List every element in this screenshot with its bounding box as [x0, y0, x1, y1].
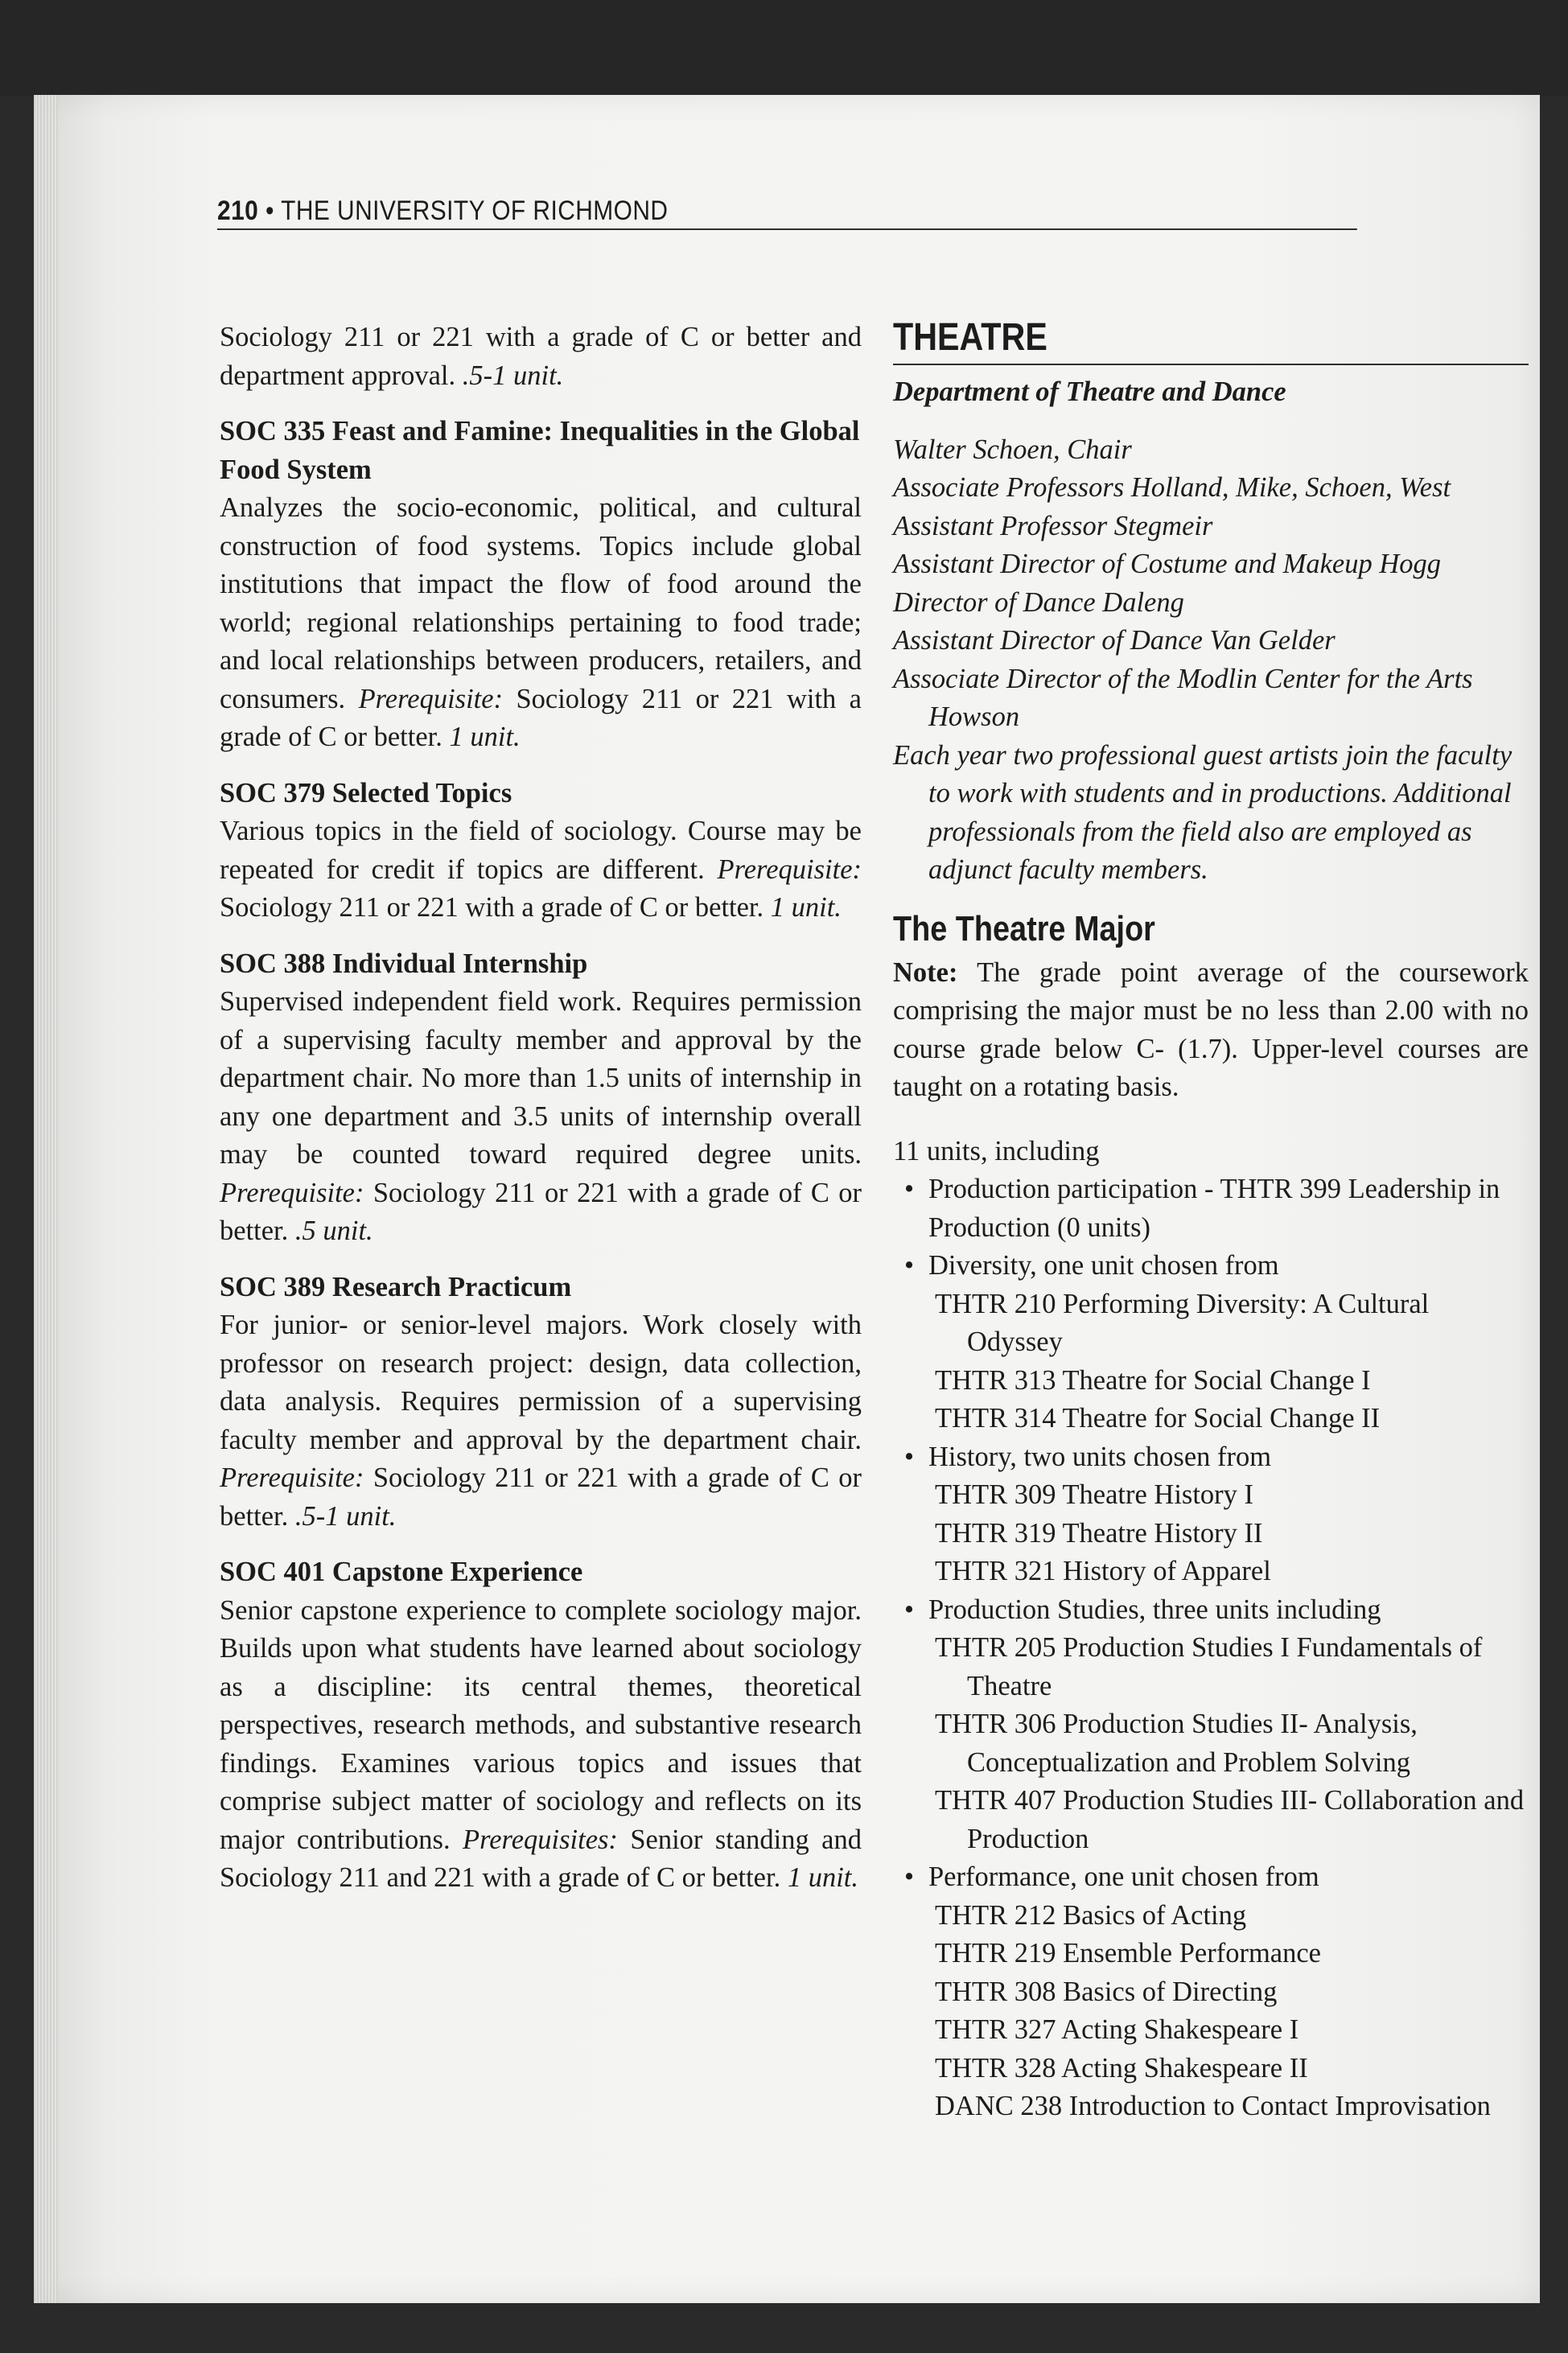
- prereq-label: Prerequisites:: [463, 1824, 618, 1855]
- course-soc-401: [220, 1553, 862, 1898]
- bullet-icon: •: [904, 1861, 915, 1892]
- course-description: [220, 983, 862, 1251]
- prereq-label: Prerequisite:: [220, 1177, 364, 1208]
- course-credit: .5 unit.: [294, 1216, 373, 1246]
- course-option: THTR 308 Basics of Directing: [935, 1976, 1278, 2007]
- prereq-label: Prerequisite:: [717, 854, 862, 885]
- course-soc-388: [220, 945, 862, 1251]
- course-option: DANC 238 Introduction to Contact Improvisation: [935, 2091, 1491, 2121]
- course-soc-379: [220, 775, 862, 928]
- course-desc-body: Supervised independent field work. Requires permission of a supervising faculty member and approval by the department chair. No more than 1.5 units of internship in any one department and 3.5 units of internship overall may be counted toward required degree units.: [220, 986, 862, 1170]
- requirement-history: [893, 1438, 1529, 1591]
- course-option: THTR 407 Production Studies III- Collaboration and Production: [935, 1785, 1525, 1854]
- left-column: [220, 319, 862, 1898]
- running-header: [217, 193, 1357, 230]
- course-desc-body: Senior capstone experience to complete sociology major. Builds upon what students have learned about sociology as a discipline: its central themes, theoretical perspectives, research methods, and substantive research findings. Examines various topics and issues that comprise subject matter of sociology and reflects on its major contributions.: [220, 1594, 862, 1855]
- course-option: THTR 319 Theatre History II: [935, 1517, 1263, 1549]
- course-desc-body: For junior- or senior-level majors. Work closely with professor on research project: design, data collection, data analysis. Requires permission of a supervising faculty member and approval by the department chair.: [220, 1310, 862, 1455]
- prereq-label: Prerequisite:: [358, 683, 504, 714]
- requirement-text: Production Studies, three units including: [928, 1594, 1381, 1625]
- department-name: Department of Theatre and Dance: [893, 376, 1286, 407]
- faculty-line: Associate Professors Holland, Mike, Schoen, West: [893, 472, 1451, 503]
- intro-text: [220, 319, 862, 395]
- prereq-text: Sociology 211 or 221 with a grade of C or better.: [220, 683, 862, 752]
- major-note: [893, 954, 1529, 1107]
- course-soc-389: [220, 1269, 862, 1536]
- faculty-line: Assistant Professor Stegmeir: [893, 510, 1213, 541]
- prereq-text: Sociology 211 or 221 with a grade of C or better.: [220, 892, 771, 923]
- prereq-text: Sociology 211 or 221 with a grade of C or better.: [220, 1177, 862, 1246]
- note-label: Note:: [893, 956, 958, 988]
- course-title: SOC 335 Feast and Famine: Inequalities in the Global Food System: [220, 416, 860, 485]
- course-title: SOC 401 Capstone Experience: [220, 1557, 583, 1587]
- course-desc-body: Various topics in the field of sociology. Course may be repeated for credit if topics are different.: [220, 816, 862, 885]
- prereq-text: Senior standing and Sociology 211 and 221 with a grade of C or better.: [220, 1824, 862, 1893]
- intro-body: Sociology 211 or 221 with a grade of C or better and department approval.: [220, 322, 862, 391]
- requirement-label: [893, 1858, 1529, 1897]
- course-title: SOC 388 Individual Internship: [220, 948, 588, 979]
- course-option: THTR 210 Performing Diversity: A Cultural Odyssey: [935, 1288, 1430, 1357]
- course-desc-body: Analyzes the socio-economic, political, and cultural construction of food systems. Topics include global institutions that impact the flow of food around the world; regional relationships pertaining to food trade; and local relationships between producers, retailers, and consumers.: [220, 492, 862, 714]
- faculty-line: Associate Director of the Modlin Center for the Arts Howson: [893, 663, 1473, 732]
- course-description: [220, 1592, 862, 1898]
- major-title: The Theatre Major: [893, 908, 1155, 948]
- faculty-line: Walter Schoen, Chair: [893, 434, 1132, 465]
- bullet-icon: •: [904, 1250, 915, 1281]
- requirement-text: Production participation - THTR 399 Leadership in Production (0 units): [928, 1174, 1500, 1243]
- bullet-icon: •: [904, 1441, 915, 1472]
- intro-credit: .5-1 unit.: [462, 360, 564, 391]
- requirement-text: Performance, one unit chosen from: [928, 1861, 1319, 1892]
- course-option: THTR 328 Acting Shakespeare II: [935, 2052, 1308, 2084]
- course-credit: .5-1 unit.: [294, 1500, 397, 1532]
- faculty-line: Assistant Director of Costume and Makeup Hogg: [893, 549, 1442, 579]
- requirement-label: [893, 1170, 1529, 1247]
- requirement-text: Diversity, one unit chosen from: [928, 1250, 1279, 1281]
- course-option: THTR 212 Basics of Acting: [935, 1899, 1247, 1931]
- requirement-label: [893, 1438, 1529, 1477]
- course-option: THTR 205 Production Studies I Fundamentals of Theatre: [935, 1632, 1483, 1701]
- header-title: THE UNIVERSITY OF RICHMOND: [281, 195, 669, 226]
- note-text: The grade point average of the coursework comprising the major must be no less than 2.00 with no course grade below C- (1.7). Upper-level courses are taught on a rotating basis.: [893, 956, 1529, 1102]
- bullet-icon: •: [904, 1594, 915, 1625]
- course-title: SOC 379 Selected Topics: [220, 777, 512, 808]
- bullet-icon: •: [904, 1174, 915, 1204]
- course-soc-335: [220, 413, 862, 757]
- faculty-line: Assistant Director of Dance Van Gelder: [893, 625, 1335, 656]
- prereq-text: Sociology 211 or 221 with a grade of C or better.: [220, 1462, 862, 1532]
- course-description: [220, 489, 862, 757]
- course-option: THTR 327 Acting Shakespeare I: [935, 2014, 1299, 2045]
- requirement-production-studies: [893, 1591, 1529, 1859]
- section-header: [893, 315, 1529, 365]
- header-bullet: •: [265, 195, 274, 226]
- requirement-label: [893, 1247, 1529, 1286]
- course-option: THTR 321 History of Apparel: [935, 1556, 1271, 1586]
- section-title: THEATRE: [893, 316, 1047, 359]
- page-edge: [34, 95, 58, 2303]
- course-credit: 1 unit.: [770, 892, 842, 923]
- course-credit: 1 unit.: [787, 1862, 859, 1893]
- course-title: SOC 389 Research Practicum: [220, 1271, 572, 1302]
- course-credit: 1 unit.: [449, 722, 521, 752]
- units-intro: 11 units, including: [893, 1135, 1100, 1166]
- requirement-diversity: [893, 1247, 1529, 1438]
- requirement-label: [893, 1591, 1529, 1630]
- background-top: [0, 0, 1568, 97]
- course-option: THTR 314 Theatre for Social Change II: [935, 1403, 1381, 1434]
- requirement-production: [893, 1170, 1529, 1247]
- course-option: THTR 309 Theatre History I: [935, 1479, 1254, 1510]
- course-option: THTR 306 Production Studies II- Analysis, Conceptualization and Problem Solving: [935, 1709, 1418, 1778]
- course-description: [220, 1306, 862, 1536]
- page-number: 210: [217, 195, 259, 226]
- course-option: THTR 219 Ensemble Performance: [935, 1938, 1321, 1968]
- course-description: [220, 812, 862, 928]
- right-column: [893, 315, 1529, 2126]
- faculty-list: [893, 431, 1529, 890]
- requirement-text: History, two units chosen from: [928, 1441, 1272, 1472]
- prereq-label: Prerequisite:: [220, 1462, 364, 1493]
- faculty-line: Each year two professional guest artists join the faculty to work with students and in productions. Additional professionals from the field also are employed as adjunct faculty members.: [893, 739, 1512, 885]
- faculty-line: Director of Dance Daleng: [893, 586, 1184, 618]
- requirement-performance: [893, 1858, 1529, 2126]
- course-option: THTR 313 Theatre for Social Change I: [935, 1364, 1371, 1396]
